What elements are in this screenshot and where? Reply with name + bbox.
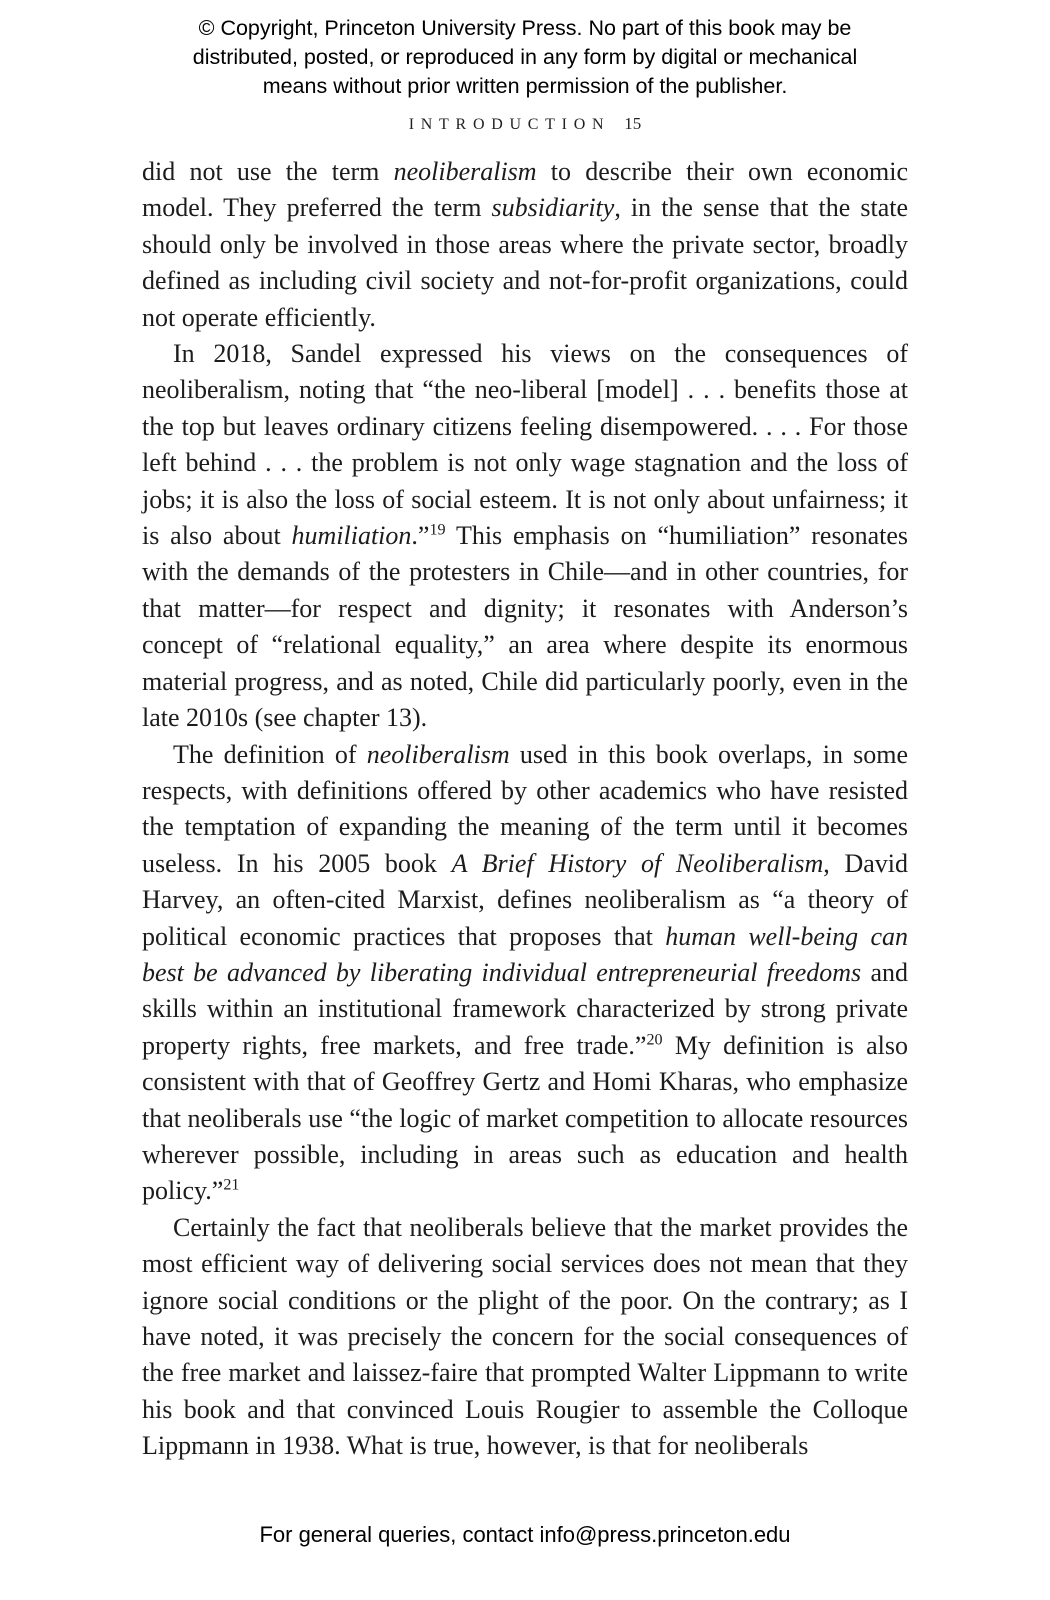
footer-contact-line: For general queries, contact info@press.princeton.edu [259,1522,791,1547]
paragraph: The definition of neoliberalism used in this book overlaps, in some respects, with definitions offered by other academics who have resisted the temptation of expanding the meaning of the term until it becomes useless. In his 2005 book A Brief History of Neoliberalism, David Harvey, an often-cited Marxist, defines neoliberalism as “a theory of political economic practices that proposes that human well-being can best be advanced by liberating individual entrepreneurial freedoms and skills within an institutional framework characterized by strong private property rights, free markets, and free trade.”$^{20}$ My definition is also consistent with that of Geoffrey Gertz and Homi Kharas, who emphasize that neoliberals use “the logic of market competition to allocate resources wherever possible, including in areas such as education and health policy.”$^{21}$ [142,739,908,1206]
paragraph: Certainly the fact that neoliberals believe that the market provides the most efficient way of delivering social services does not mean that they ignore social conditions or the plight of the poor. On the contrary; as I have noted, it was precisely the concern for the social consequences of the free market and laissez-faire that prompted Walter Lippmann to write his book and that convinced Louis Rougier to assemble the Colloque Lippmann in 1938. What is true, however, is that for neoliberals [142,1212,908,1461]
page-body [142,154,908,1465]
copyright-line-3: means without prior written permission of the publisher. [262,74,788,98]
copyright-notice [0,0,1050,101]
copyright-line-2: distributed, posted, or reproduced in any form by digital or mechanical [192,45,858,69]
paragraph: did not use the term neoliberalism to describe their own economic model. They preferred the term subsidiarity, in the sense that the state should only be involved in those areas where the private sector, broadly defined as including civil society and not-for-profit organizations, could not operate efficiently. [142,157,908,332]
copyright-line-1: © Copyright, Princeton University Press. No part of this book may be [198,16,852,40]
running-header [0,114,1050,134]
page-number: 15 [624,114,642,133]
chapter-title: INTRODUCTION [408,116,611,133]
paragraph: In 2018, Sandel expressed his views on the consequences of neoliberalism, noting that “the neo-liberal [model] . . . benefits those at the top but leaves ordinary citizens feeling disempowered. . . . For those left behind . . . the problem is not only wage stagnation and the loss of jobs; it is also the loss of social esteem. It is not only about unfairness; it is also about humiliation.”$^{19}$ This emphasis on “humiliation” resonates with the demands of the protesters in Chile—and in other countries, for that matter—for respect and dignity; it resonates with Anderson’s concept of “relational equality,” an area where despite its enormous material progress, and as noted, Chile did particularly poorly, even in the late 2010s (see chapter 13). [142,339,908,733]
